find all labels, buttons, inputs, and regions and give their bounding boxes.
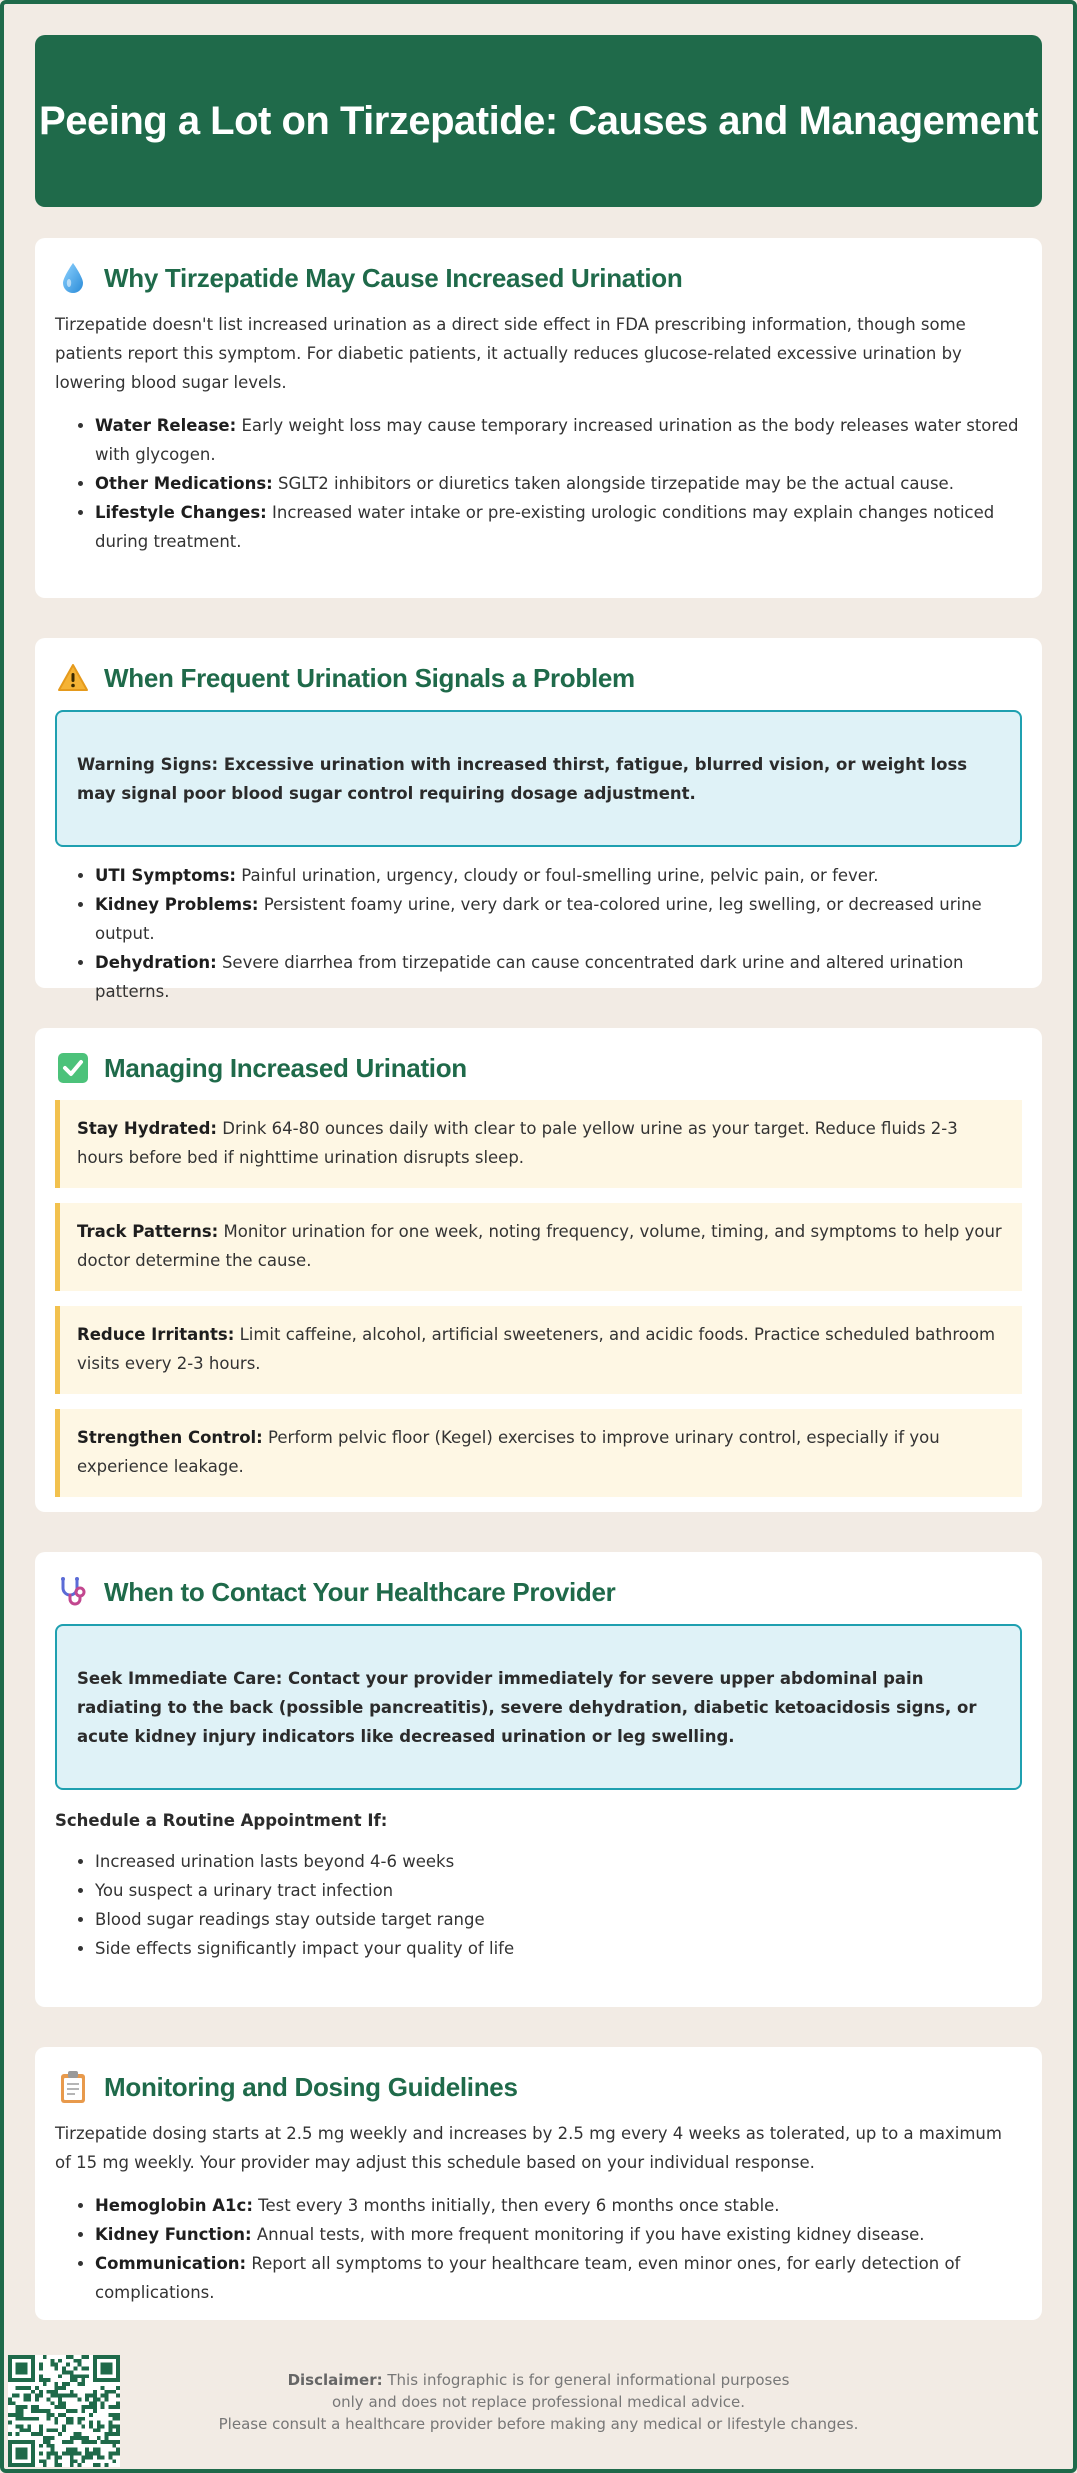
section-intro: Tirzepatide dosing starts at 2.5 mg weekly and increases by 2.5 mg every 4 weeks as tolerated, up to a maximum of 15 mg weekly. Your provider may adjust this schedule based on your individual response. — [55, 2124, 1002, 2172]
disclaimer-line-2: only and does not replace professional medical advice. — [331, 2393, 746, 2411]
section-title: When to Contact Your Healthcare Provider — [104, 1576, 616, 1607]
list-item: • Increased urination lasts beyond 4-6 weeks — [95, 1847, 1022, 1876]
list-item: • Hemoglobin A1c: Test every 3 months initially, then every 6 months once stable. — [95, 2191, 1022, 2220]
section-monitoring — [35, 2047, 1042, 2320]
section-heading — [55, 660, 1022, 696]
disclaimer-line-1: This infographic is for general informational purposes — [382, 2371, 790, 2389]
urgent-alert-box — [55, 1624, 1022, 1790]
bullet-list — [55, 1847, 1022, 1963]
list-item: • Kidney Problems: Persistent foamy urine, very dark or tea-colored urine, leg swelling, or decreased urine output. — [95, 890, 1022, 948]
section-managing — [35, 1028, 1042, 1512]
bullet-list — [55, 2191, 1022, 2307]
list-item: • Blood sugar readings stay outside target range — [95, 1905, 1022, 1934]
list-item: • UTI Symptoms: Painful urination, urgency, cloudy or foul-smelling urine, pelvic pain, or fever. — [95, 861, 1022, 890]
qr-code[interactable] — [8, 2355, 120, 2467]
section-title: Why Tirzepatide May Cause Increased Urination — [104, 262, 683, 293]
section-contact — [35, 1552, 1042, 2007]
section-heading — [55, 2069, 1022, 2105]
tip-track-patterns: Track Patterns: Monitor urination for one week, noting frequency, volume, timing, and symptoms to help your doctor determine the cause. — [55, 1203, 1022, 1291]
list-item: • Kidney Function: Annual tests, with more frequent monitoring if you have existing kidney disease. — [95, 2220, 1022, 2249]
section-heading — [55, 1574, 1022, 1610]
page-header — [35, 35, 1042, 207]
section-heading — [55, 1050, 1022, 1086]
disclaimer-label: Disclaimer: — [287, 2371, 383, 2389]
clipboard-icon — [55, 2069, 91, 2105]
stethoscope-icon — [55, 1574, 91, 1610]
section-title: Monitoring and Dosing Guidelines — [104, 2071, 518, 2102]
disclaimer — [180, 2369, 897, 2435]
list-item: • Lifestyle Changes: Increased water intake or pre-existing urologic conditions may explain changes noticed during treatment. — [95, 498, 1022, 556]
alert-text: Warning Signs: Excessive urination with increased thirst, fatigue, blurred vision, or weight loss may signal poor blood sugar control requiring dosage adjustment. — [77, 754, 968, 803]
list-item: • Dehydration: Severe diarrhea from tirzepatide can cause concentrated dark urine and altered urination patterns. — [95, 948, 1022, 1006]
checkmark-icon — [55, 1050, 91, 1086]
page-title: Peeing a Lot on Tirzepatide: Causes and Management — [39, 98, 1038, 143]
droplet-icon — [55, 260, 91, 296]
list-item: • You suspect a urinary tract infection — [95, 1876, 1022, 1905]
list-item: • Other Medications: SGLT2 inhibitors or diuretics taken alongside tirzepatide may be the actual cause. — [95, 469, 1022, 498]
list-item: • Communication: Report all symptoms to your healthcare team, even minor ones, for early detection of complications. — [95, 2249, 1022, 2307]
bullet-list — [55, 411, 1022, 556]
alert-text: Seek Immediate Care: Contact your provider immediately for severe upper abdominal pain radiating to the back (possible pancreatitis), severe dehydration, diabetic ketoacidosis signs, or acute kidney injury indicators like decreased urination or leg swelling. — [77, 1668, 977, 1746]
section-title: When Frequent Urination Signals a Problem — [104, 662, 635, 693]
section-title: Managing Increased Urination — [104, 1052, 467, 1083]
section-why — [35, 238, 1042, 598]
section-problem — [35, 638, 1042, 1001]
warning-icon — [55, 660, 91, 696]
list-item: • Side effects significantly impact your quality of life — [95, 1934, 1022, 1963]
tip-stay-hydrated: Stay Hydrated: Drink 64-80 ounces daily with clear to pale yellow urine as your target. Reduce fluids 2-3 hours before bed if nighttime urination disrupts sleep. — [55, 1100, 1022, 1188]
tip-strengthen-control: Strengthen Control: Perform pelvic floor (Kegel) exercises to improve urinary control, especially if you experience leakage. — [55, 1409, 1022, 1497]
disclaimer-line-3: Please consult a healthcare provider before making any medical or lifestyle changes. — [218, 2415, 859, 2433]
routine-appointment-heading: Schedule a Routine Appointment If: — [55, 1811, 388, 1830]
warning-alert-box — [55, 710, 1022, 847]
bullet-list — [55, 861, 1022, 1006]
section-intro: Tirzepatide doesn't list increased urination as a direct side effect in FDA prescribing information, though some patients report this symptom. For diabetic patients, it actually reduces glucose-related excessive urination by lowering blood sugar levels. — [55, 315, 966, 392]
section-heading — [55, 260, 1022, 296]
list-item: • Water Release: Early weight loss may cause temporary increased urination as the body releases water stored with glycogen. — [95, 411, 1022, 469]
tip-reduce-irritants: Reduce Irritants: Limit caffeine, alcohol, artificial sweeteners, and acidic foods. Practice scheduled bathroom visits every 2-3 hours. — [55, 1306, 1022, 1394]
page-footer — [0, 2345, 1077, 2473]
